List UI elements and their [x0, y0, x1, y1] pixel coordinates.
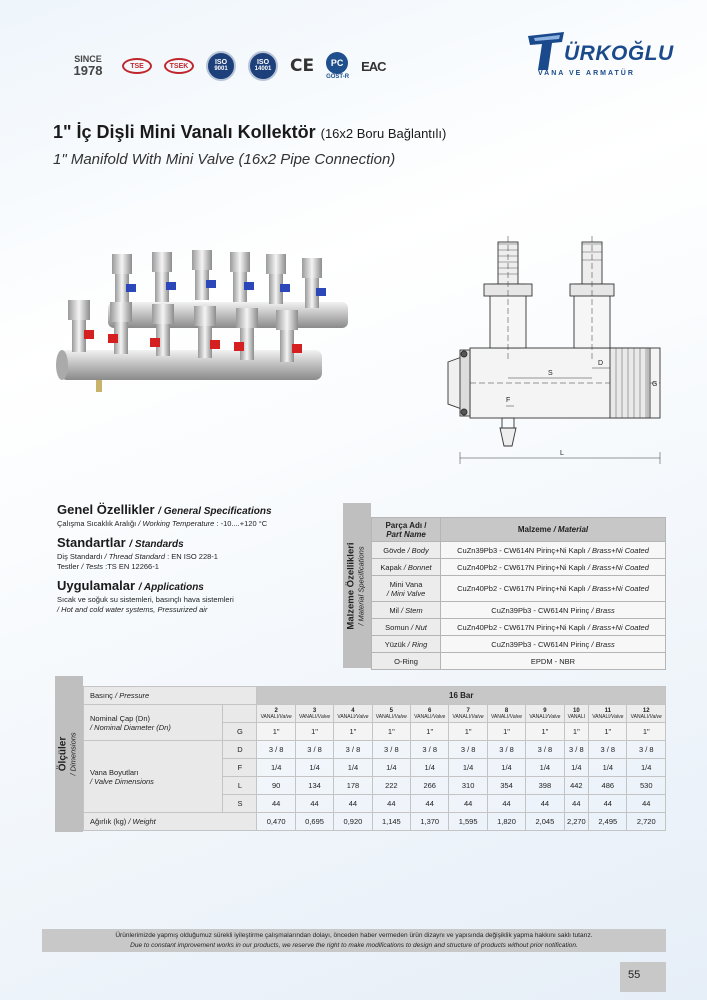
- dim-value: 398: [526, 777, 564, 795]
- valve-count: 11: [604, 707, 611, 714]
- temp-label: Çalışma Sıcaklık Aralığı: [57, 519, 137, 528]
- material-value-en: / Brass+Ni Coated: [587, 545, 649, 555]
- dim-value: 486: [589, 777, 627, 795]
- nominal-label: Nominal Çap (Dn): [90, 713, 151, 723]
- valve-count-tr: VANALI: [375, 713, 394, 720]
- part-name-en: / Nut: [411, 622, 427, 632]
- since-label: SINCE: [74, 53, 102, 64]
- part-header-tr: Parça Adı /: [385, 520, 427, 530]
- part-cell: [372, 559, 441, 576]
- pressure-label-en: / Pressure: [115, 691, 150, 700]
- dim-value: 222: [372, 777, 410, 795]
- material-value-en: / Brass+Ni Coated: [587, 622, 649, 632]
- logo-tagline: VANA VE ARMATÜR: [538, 70, 635, 77]
- g-value: 1": [295, 723, 333, 741]
- notice-en-text: Due to constant improvement works in our products, we reserve the right to make modifications to design and structure of products without prior notification.: [130, 942, 578, 949]
- valve-count-tr: VANALI: [260, 713, 279, 720]
- nominal-label-cell: [84, 705, 223, 741]
- valve-count-en: /Valve: [648, 713, 662, 720]
- standards-heading: [57, 535, 342, 552]
- dim-value: 1/4: [487, 759, 525, 777]
- valve-count-tr: VANALI: [490, 713, 509, 720]
- valve-count-en: /Valve: [316, 713, 331, 720]
- dim-value: 44: [257, 795, 295, 813]
- material-value: CuZn40Pb2 - CW617N Pirinç+Ni Kaplı: [457, 584, 586, 593]
- valve-count-en: /Valve: [546, 713, 561, 720]
- applications-tr: Sıcak ve soğuk su sistemleri, basınçlı hava sistemleri: [57, 595, 234, 604]
- dim-value: 1/4: [372, 759, 410, 777]
- material-side-label: [343, 503, 371, 668]
- dim-value: 1/4: [589, 759, 627, 777]
- weight-label: Ağırlık (kg): [90, 817, 127, 826]
- dimensions-side-tr: Ölçüler: [58, 736, 70, 772]
- weight-value: 0,470: [257, 813, 295, 831]
- material-cell: [441, 542, 666, 559]
- certification-logos: [66, 38, 396, 94]
- page-number-box: [620, 962, 666, 992]
- product-title-en: 1" Manifold With Mini Valve (16x2 Pipe Connection): [53, 151, 396, 168]
- part-name: Mini Vana: [389, 579, 423, 589]
- part-name: Mil: [389, 605, 399, 615]
- valve-count-row: [84, 705, 666, 723]
- dim-value: 1/4: [334, 759, 372, 777]
- standards-heading-en: / Standards: [129, 539, 184, 550]
- dim-value: 1/4: [295, 759, 333, 777]
- material-value: EPDM - NBR: [530, 656, 576, 666]
- eac-mark: EAC: [361, 58, 386, 74]
- dim-value: 44: [627, 795, 666, 813]
- thread-standard-line: [57, 552, 342, 562]
- dim-value: 1/4: [411, 759, 449, 777]
- material-cell: [441, 576, 666, 602]
- g-value: 1": [411, 723, 449, 741]
- part-name: O-Ring: [394, 656, 418, 666]
- dim-value: 3 / 8: [564, 741, 589, 759]
- valve-dims-label: Vana Boyutları: [90, 767, 139, 777]
- material-table: [371, 517, 666, 670]
- valve-count: 6: [428, 707, 432, 714]
- valve-count-cell: [334, 705, 372, 723]
- dim-value: 44: [334, 795, 372, 813]
- valve-count-cell: [526, 705, 564, 723]
- thread-label-en: / Thread Standard: [104, 552, 166, 561]
- dim-value: 90: [257, 777, 295, 795]
- dim-value: 44: [526, 795, 564, 813]
- weight-value: 1,820: [487, 813, 525, 831]
- g-value: 1": [372, 723, 410, 741]
- title-tr-main: 1" İç Dişli Mini Vanalı Kollektör: [53, 122, 316, 142]
- valve-count-tr: VANALI: [529, 713, 547, 720]
- part-name-en: / Stem: [401, 605, 423, 615]
- valve-count-en: /Valve: [469, 713, 484, 720]
- valve-count-symbol: [223, 705, 257, 723]
- valve-count-tr: VANALI: [337, 713, 355, 720]
- valve-count-en: /Valve: [609, 713, 624, 720]
- material-value: CuZn39Pb3 - CW614N Pirinç+Ni Kaplı: [457, 545, 586, 555]
- part-cell: [372, 636, 441, 653]
- dim-value: 1/4: [627, 759, 666, 777]
- pressure-label: Basınç: [90, 691, 113, 700]
- dim-value: 310: [449, 777, 487, 795]
- valve-count-tr: VANALI: [630, 713, 649, 720]
- valve-count-cell: [627, 705, 666, 723]
- gost-logo: [326, 52, 349, 80]
- part-name-en: / Mini Valve: [386, 588, 426, 598]
- table-row: [372, 636, 666, 653]
- dim-value: 1/4: [449, 759, 487, 777]
- dim-value: 1/4: [526, 759, 564, 777]
- valve-count: 5: [389, 707, 393, 714]
- dimensions-table: [83, 686, 666, 831]
- material-cell: [441, 559, 666, 576]
- valve-count-tr: VANALI: [414, 713, 432, 720]
- dim-value: 354: [487, 777, 525, 795]
- dim-value: 3 / 8: [411, 741, 449, 759]
- temp-label-en: / Working Temperature: [138, 519, 215, 528]
- weight-value: 1,595: [449, 813, 487, 831]
- dim-value: 44: [372, 795, 410, 813]
- pressure-value: 16 Bar: [257, 687, 666, 705]
- material-value-en: / Brass: [591, 605, 615, 615]
- valve-count-tr: VANALI: [567, 713, 586, 720]
- material-side-en: / Material Specifications: [357, 545, 366, 626]
- pressure-row: [84, 687, 666, 705]
- material-cell: [441, 602, 666, 619]
- gost-label: GOST-R: [326, 74, 350, 80]
- weight-value: 1,145: [372, 813, 410, 831]
- general-heading-en: / General Specifications: [158, 506, 272, 517]
- dim-value: 3 / 8: [372, 741, 410, 759]
- tests-label-en: / Tests: [81, 562, 104, 571]
- material-value-en: / Brass+Ni Coated: [587, 562, 649, 572]
- valve-count-cell: [411, 705, 449, 723]
- valve-count: 2: [274, 707, 278, 714]
- applications-heading-tr: Uygulamalar: [57, 578, 136, 593]
- valve-count-cell: [589, 705, 627, 723]
- part-name-en: / Bonnet: [403, 562, 432, 572]
- valve-count: 8: [504, 707, 509, 714]
- dim-value: 1/4: [564, 759, 589, 777]
- weight-label-cell: [84, 813, 257, 831]
- dim-value: 44: [487, 795, 525, 813]
- dim-value: 266: [411, 777, 449, 795]
- table-row: [372, 559, 666, 576]
- dim-symbol: D: [223, 741, 257, 759]
- part-name: Yüzük: [384, 639, 406, 649]
- iso-badge-label: ISO: [214, 59, 228, 66]
- table-row: [372, 542, 666, 559]
- part-cell: [372, 542, 441, 559]
- valve-count-en: /Valve: [278, 713, 292, 720]
- material-value: CuZn40Pb2 - CW617N Pirinç+Ni Kaplı: [457, 562, 586, 572]
- table-row: [84, 741, 666, 759]
- weight-value: 0,695: [295, 813, 333, 831]
- valve-count-en: /Valve: [431, 713, 446, 720]
- dimensions-side-en: / Dimensions: [69, 732, 79, 776]
- material-cell: [441, 653, 666, 670]
- applications-en-text: / Hot and cold water systems, Pressurized air: [57, 605, 208, 614]
- valve-count-cell: [257, 705, 295, 723]
- material-cell: [441, 636, 666, 653]
- valve-count: 7: [466, 707, 470, 714]
- dim-value: 3 / 8: [257, 741, 295, 759]
- specifications-block: [57, 502, 342, 615]
- g-value: 1": [257, 723, 295, 741]
- dim-value: 44: [295, 795, 333, 813]
- drawing-label-g: G: [652, 381, 658, 388]
- dim-value: 3 / 8: [334, 741, 372, 759]
- part-header-en: Part Name: [386, 529, 426, 539]
- valve-dims-label-en: / Valve Dimensions: [90, 776, 154, 786]
- weight-value: 2,270: [564, 813, 589, 831]
- g-value: 1": [334, 723, 372, 741]
- part-name: Gövde: [383, 545, 406, 555]
- dim-symbol: F: [223, 759, 257, 777]
- valve-dims-label-cell: [84, 741, 223, 813]
- dim-value: 44: [449, 795, 487, 813]
- valve-count-en: /Valve: [393, 713, 407, 720]
- standards-heading-tr: Standartlar: [57, 535, 126, 550]
- material-value: CuZn40Pb2 - CW617N Pirinç+Ni Kaplı: [457, 622, 586, 632]
- dimensions-side-label: [55, 676, 83, 832]
- general-heading-tr: Genel Özellikler: [57, 502, 155, 517]
- dim-value: 3 / 8: [487, 741, 525, 759]
- drawing-label-f: F: [506, 397, 511, 404]
- title-tr-sub: (16x2 Boru Bağlantılı): [320, 126, 447, 141]
- weight-value: 1,370: [411, 813, 449, 831]
- g-value: 1": [487, 723, 525, 741]
- valve-count-cell: [449, 705, 487, 723]
- thread-label: Diş Standardı: [57, 552, 103, 561]
- valve-count: 4: [351, 707, 355, 714]
- part-cell: [372, 653, 441, 670]
- g-value: 1": [564, 723, 589, 741]
- dim-value: 178: [334, 777, 372, 795]
- tests-line: [57, 562, 342, 572]
- dim-value: 3 / 8: [589, 741, 627, 759]
- applications-en: [57, 605, 342, 615]
- material-header-tr: Malzeme: [517, 525, 552, 534]
- valve-count-tr: VANALI: [298, 713, 317, 720]
- notice-en: [42, 941, 666, 951]
- g-value: 1": [449, 723, 487, 741]
- weight-label-en: / Weight: [128, 817, 156, 826]
- material-cell: [441, 619, 666, 636]
- material-header: [441, 518, 666, 542]
- dim-value: 44: [564, 795, 589, 813]
- valve-count: 12: [642, 707, 650, 714]
- tests-value: :TS EN 12266-1: [105, 562, 159, 571]
- company-logo: [520, 26, 674, 86]
- nominal-label-en: / Nominal Diameter (Dn): [90, 722, 171, 732]
- valve-count-tr: VANALI: [452, 713, 470, 720]
- weight-value: 2,045: [526, 813, 564, 831]
- material-value: CuZn39Pb3 - CW614N Pirinç: [491, 639, 590, 649]
- dim-symbol: S: [223, 795, 257, 813]
- weight-value: 2,720: [627, 813, 666, 831]
- valve-count: 10: [573, 707, 580, 714]
- part-name-en: / Ring: [407, 639, 428, 649]
- dim-value: 134: [295, 777, 333, 795]
- drawing-label-l: L: [560, 450, 564, 457]
- pressure-label-cell: [84, 687, 257, 705]
- tests-label: Testler: [57, 562, 80, 571]
- g-value: 1": [589, 723, 627, 741]
- since-year: 1978: [73, 62, 103, 78]
- weight-value: 0,920: [334, 813, 372, 831]
- valve-count-cell: [564, 705, 589, 723]
- dim-value: 44: [411, 795, 449, 813]
- logo-name: ÜRKOĞLU: [564, 42, 674, 65]
- iso-14001-badge: [248, 51, 278, 81]
- drawing-label-d: D: [598, 360, 604, 367]
- part-cell: [372, 576, 441, 602]
- table-row: [372, 576, 666, 602]
- weight-value: 2,495: [589, 813, 627, 831]
- thread-value: : EN ISO 228-1: [167, 552, 218, 561]
- dim-value: 1/4: [257, 759, 295, 777]
- back-valves: [112, 250, 326, 308]
- material-value-en: / Brass: [591, 639, 615, 649]
- part-name-header: [372, 518, 441, 542]
- logo-t-icon: [526, 30, 566, 72]
- material-side-tr: Malzeme Özellikleri: [346, 541, 357, 630]
- table-row: [372, 653, 666, 670]
- table-row: [372, 619, 666, 636]
- general-specs-heading: [57, 502, 342, 519]
- material-value: CuZn39Pb3 - CW614N Pirinç: [491, 605, 590, 615]
- iso-badge-number: 14001: [254, 66, 272, 72]
- material-value-en: / Brass+Ni Coated: [587, 584, 649, 593]
- applications-heading-en: / Applications: [138, 582, 204, 593]
- ce-mark: CE: [290, 56, 315, 76]
- page-number: 55: [628, 969, 641, 981]
- dim-value: 3 / 8: [449, 741, 487, 759]
- g-symbol: G: [223, 723, 257, 741]
- dim-value: 530: [627, 777, 666, 795]
- part-name: Somun: [385, 622, 409, 632]
- pct-mark: PC: [326, 52, 348, 74]
- table-row: [372, 602, 666, 619]
- valve-count-tr: VANALI: [592, 713, 610, 720]
- dim-value: 442: [564, 777, 589, 795]
- part-name-en: / Body: [407, 545, 429, 555]
- part-name: Kapak: [380, 562, 402, 572]
- g-value: 1": [627, 723, 666, 741]
- valve-count-cell: [487, 705, 525, 723]
- temp-value: : -10....+120 °C: [216, 519, 268, 528]
- valve-count-en: /Valve: [508, 713, 523, 720]
- dim-value: 3 / 8: [627, 741, 666, 759]
- product-photo: [40, 240, 360, 440]
- dim-value: 3 / 8: [295, 741, 333, 759]
- valve-count-en: /Valve: [354, 713, 369, 720]
- part-cell: [372, 619, 441, 636]
- technical-drawing: [420, 222, 682, 474]
- dim-symbol: L: [223, 777, 257, 795]
- valve-count-cell: [295, 705, 333, 723]
- tse-logo: TSE: [122, 58, 152, 74]
- g-value: 1": [526, 723, 564, 741]
- part-cell: [372, 602, 441, 619]
- tsek-logo: TSEK: [164, 58, 194, 74]
- dim-value: 44: [589, 795, 627, 813]
- disclaimer-notice: [42, 929, 666, 952]
- drawing-label-s: S: [548, 370, 553, 377]
- applications-heading: [57, 578, 342, 595]
- since-badge: [66, 55, 110, 78]
- temperature-line: [57, 519, 342, 529]
- dim-value: 3 / 8: [526, 741, 564, 759]
- valve-count: 9: [543, 707, 547, 714]
- valve-count: 3: [312, 707, 317, 714]
- notice-tr: Ürünlerimizde yapmış olduğumuz sürekli iyileştirme çalışmalarından dolayı, önceden haber vermeden ürün dizaynı ve yapısında değişiklik yapma hakkını saklı tutarız.: [115, 932, 593, 939]
- product-title-tr: [53, 122, 446, 143]
- weight-row: [84, 813, 666, 831]
- valve-count-cell: [372, 705, 410, 723]
- iso-badge-label: ISO: [256, 59, 270, 66]
- material-header-row: [372, 518, 666, 542]
- material-header-en: / Material: [553, 525, 589, 534]
- iso-9001-badge: [206, 51, 236, 81]
- iso-badge-number: 9001: [214, 66, 228, 72]
